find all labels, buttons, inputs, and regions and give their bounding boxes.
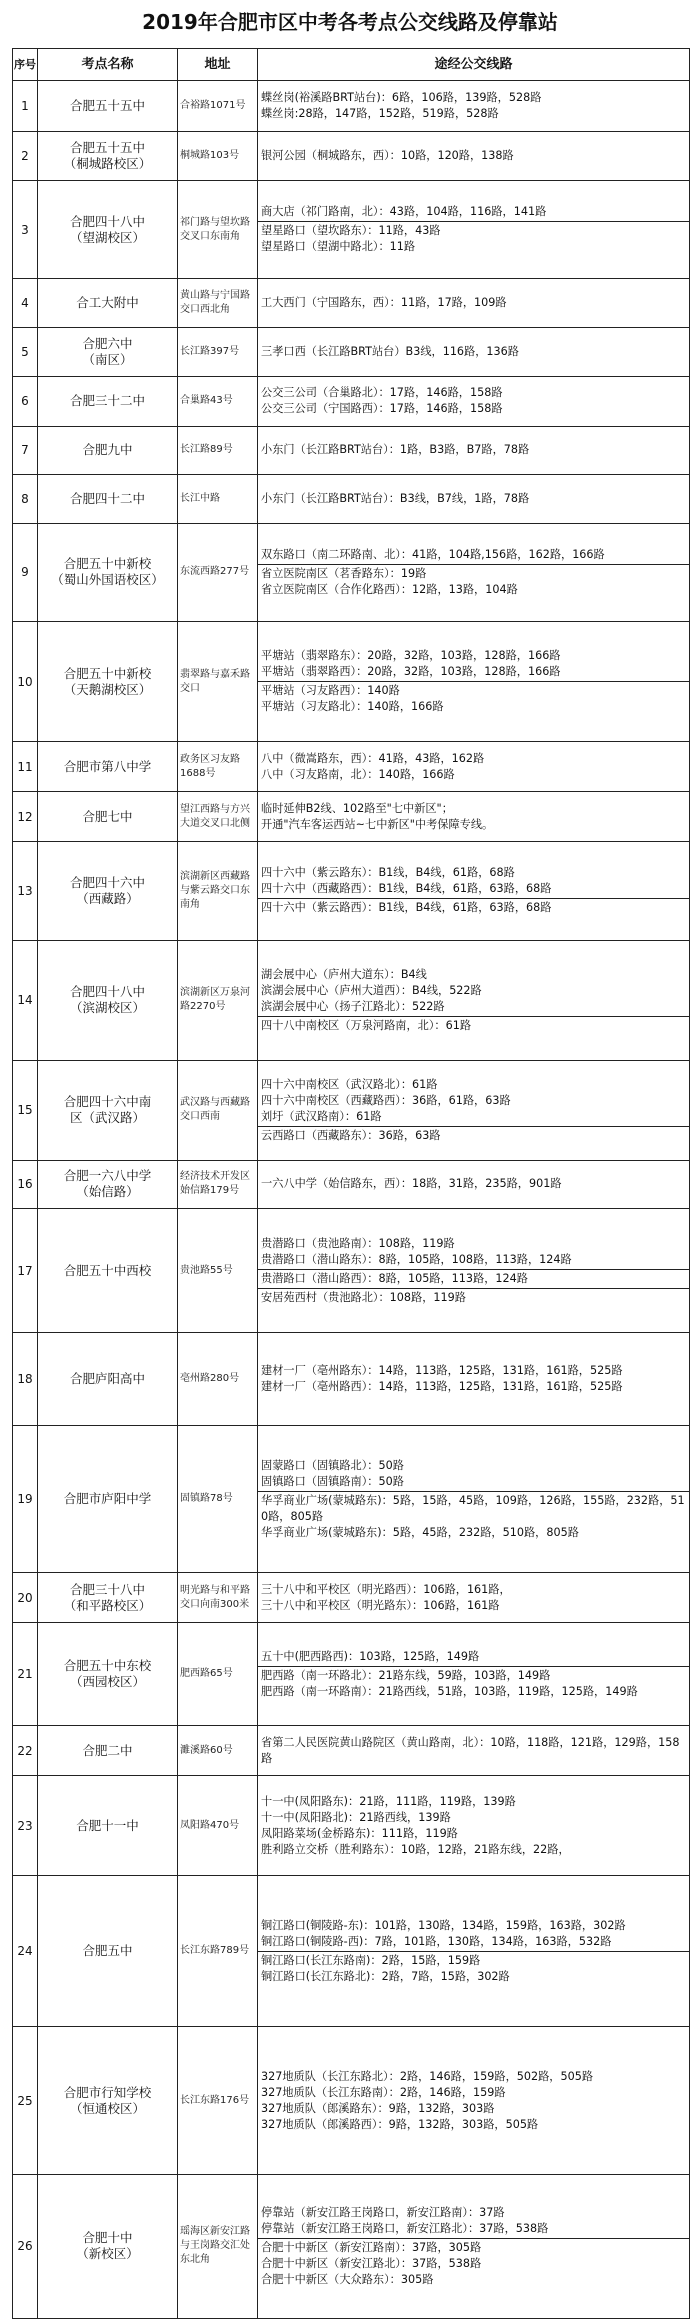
bus-stop-line: 停靠站（新安江路王岗路口，新安江路北）：37路，538路 — [261, 2221, 549, 2235]
bus-stop-line: 蝶丝岗:28路，147路，152路，519路，528路 — [261, 107, 499, 121]
exam-site-address: 瑶海区新安江路与王岗路交汇处东北角 — [178, 2174, 258, 2318]
bus-stop-line: 肥西路（南一环路北）：21路东线，59路，103路，149路 — [261, 1668, 551, 1682]
bus-stop-entry — [258, 1917, 689, 1951]
bus-routes-cell — [258, 523, 690, 622]
row-number: 20 — [13, 1573, 38, 1623]
exam-site-name-line: 合肥庐阳高中 — [69, 1371, 145, 1387]
bus-routes-cell — [258, 1160, 690, 1209]
bus-routes-cell — [258, 279, 690, 328]
bus-stop-entry — [258, 1362, 689, 1396]
exam-site-address: 东流西路277号 — [178, 523, 258, 622]
bus-stop-line: 平塘站（习友路北）：140路，166路 — [261, 700, 444, 714]
bus-stop-entry — [258, 546, 689, 564]
exam-site-name-line: 合肥十中 — [82, 2230, 133, 2246]
row-number: 24 — [13, 1876, 38, 2027]
bus-stop-line: 合肥十中新区（新安江路南）：37路，305路 — [261, 2240, 482, 2254]
header-seq: 序号 — [13, 49, 38, 81]
bus-stop-entry — [258, 966, 689, 1016]
bus-stop-line: 省立医院南区（茗香路东）：19路 — [261, 566, 427, 580]
bus-stop-entry — [258, 294, 689, 312]
exam-site-name — [38, 742, 178, 792]
bus-stop-line: 刘圩（武汉路南）：61路 — [261, 1109, 382, 1123]
exam-site-address: 桐城路103号 — [178, 132, 258, 181]
bus-stop-line: 省第二人民医院黄山路院区（黄山路南，北）：10路，118路，121路，129路，158路 — [261, 1735, 680, 1765]
bus-routes-cell — [258, 1776, 690, 1876]
bus-stop-entry — [258, 203, 689, 221]
exam-site-name — [38, 1060, 178, 1160]
table-row — [13, 1209, 690, 1333]
table-row — [13, 475, 690, 524]
bus-routes-cell — [258, 1209, 690, 1333]
exam-site-address: 亳州路280号 — [178, 1333, 258, 1426]
bus-stop-line: 平塘站（习友路西）：140路 — [261, 684, 400, 698]
bus-stop-line: 四十六中（紫云路西）：B1线，B4线，61路，63路，68路 — [261, 901, 552, 915]
exam-site-name-line: 合肥市第八中学 — [63, 758, 152, 774]
exam-site-name — [38, 1776, 178, 1876]
bus-stop-line: 望星路口（望坎路东）：11路，43路 — [261, 224, 441, 238]
bus-stop-line: 凤阳路菜场(金桥路东)：111路，119路 — [261, 1826, 458, 1840]
exam-site-name — [38, 475, 178, 524]
exam-site-name-line: 合肥五十中新校 — [63, 665, 152, 681]
exam-site-name — [38, 792, 178, 842]
table-row — [13, 792, 690, 842]
exam-site-name-line: 合肥五中 — [82, 1943, 133, 1959]
bus-routes-cell — [258, 1060, 690, 1160]
bus-stop-line: 华孚商业广场(蒙城路东)：5路，45路，232路，510路，805路 — [261, 1525, 579, 1539]
table-row — [13, 742, 690, 792]
row-number: 3 — [13, 180, 38, 279]
exam-site-name-line: 合肥四十八中 — [69, 984, 145, 1000]
row-number: 2 — [13, 132, 38, 181]
exam-site-address: 长江中路 — [178, 475, 258, 524]
bus-stop-line: 合肥十中新区（新安江路北）：37路，538路 — [261, 2256, 482, 2270]
exam-site-name-line: 合肥市行知学校 — [63, 2084, 152, 2100]
bus-stop-line: 平塘站（翡翠路东）：20路，32路，103路，128路，166路 — [261, 649, 561, 663]
exam-site-name-line: 合工大附中 — [76, 295, 139, 311]
exam-site-name-line: （西藏路） — [76, 890, 139, 906]
bus-stop-line: 开通"汽车客运西站~七中新区"中考保障专线。 — [261, 817, 494, 831]
row-number: 25 — [13, 2027, 38, 2174]
table-row — [13, 2027, 690, 2174]
exam-site-name — [38, 622, 178, 742]
exam-site-name-line: （始信路） — [76, 1184, 139, 1200]
bus-stop-line: 三孝口西（长江路BRT站台）B3线，116路，136路 — [261, 344, 519, 358]
exam-site-name — [38, 1209, 178, 1333]
bus-stop-line: 省立医院南区（合作化路西）：12路，13路，104路 — [261, 582, 518, 596]
bus-stop-line: 327地质队（郎溪路东）：9路，132路，303路 — [261, 2101, 495, 2115]
bus-routes-cell — [258, 1426, 690, 1573]
row-number: 22 — [13, 1726, 38, 1776]
exam-site-address: 肥西路65号 — [178, 1623, 258, 1726]
exam-site-address: 贵池路55号 — [178, 1209, 258, 1333]
exam-site-name — [38, 180, 178, 279]
bus-stop-entry — [258, 89, 689, 123]
header-addr: 地址 — [178, 49, 258, 81]
bus-stop-line: 铜江路口(铜陵路-西)：7路，101路，130路，134路，163路，532路 — [261, 1934, 612, 1948]
exam-site-name — [38, 523, 178, 622]
bus-stop-line: 四十六中南校区（西藏路西）：36路，61路，63路 — [261, 1093, 511, 1107]
exam-site-name-line: （蜀山外国语校区） — [51, 572, 164, 588]
table-row — [13, 940, 690, 1060]
row-number: 26 — [13, 2174, 38, 2318]
exam-site-name — [38, 1573, 178, 1623]
exam-site-name-line: 合肥五十中东校 — [63, 1658, 152, 1674]
row-number: 5 — [13, 328, 38, 377]
bus-stop-entry — [258, 681, 689, 716]
exam-site-address: 濉溪路60号 — [178, 1726, 258, 1776]
row-number: 17 — [13, 1209, 38, 1333]
table-row — [13, 523, 690, 622]
bus-stop-line: 双东路口（南二环路南、北）：41路，104路,156路，162路，166路 — [261, 547, 605, 561]
exam-site-address: 合裕路1071号 — [178, 81, 258, 132]
bus-routes-cell — [258, 622, 690, 742]
exam-site-address: 滨湖新区西藏路与紫云路交口东南角 — [178, 842, 258, 941]
bus-stop-line: 十一中(凤阳路东)：21路，111路，119路，139路 — [261, 1794, 516, 1808]
bus-stop-entry — [258, 1793, 689, 1859]
exam-site-name-line: （滨湖校区） — [69, 1000, 145, 1016]
bus-stop-line: 胜利路立交桥（胜利路东）：10路，12路，21路东线，22路， — [261, 1842, 570, 1856]
bus-stop-line: 望星路口（望湖中路北）：11路 — [261, 240, 416, 254]
bus-stop-line: 327地质队（郎溪路西）：9路，132路，303路，505路 — [261, 2117, 539, 2131]
exam-site-address: 固镇路78号 — [178, 1426, 258, 1573]
bus-stop-line: 建材一厂（亳州路东）：14路，113路，125路，131路，161路，525路 — [261, 1364, 623, 1378]
bus-routes-cell — [258, 1876, 690, 2027]
exam-site-name-line: 区（武汉路） — [69, 1110, 145, 1126]
exam-site-name — [38, 1426, 178, 1573]
row-number: 4 — [13, 279, 38, 328]
bus-routes-cell — [258, 475, 690, 524]
bus-stop-entry — [258, 1951, 689, 1986]
row-number: 21 — [13, 1623, 38, 1726]
bus-stop-entry — [258, 1235, 689, 1269]
bus-stop-line: 四十六中（西藏路西）：B1线，B4线，61路，63路，68路 — [261, 882, 552, 896]
bus-stop-line: 三十八中和平校区（明光路东）：106路，161路 — [261, 1598, 500, 1612]
table-row — [13, 2174, 690, 2318]
bus-stop-entry — [258, 221, 689, 256]
bus-stop-line: 滨湖会展中心（扬子江路北）：522路 — [261, 999, 445, 1013]
bus-routes-cell — [258, 1333, 690, 1426]
page-title: 2019年合肥市区中考各考点公交线路及停靠站 — [142, 10, 558, 34]
exam-site-name-line: 合肥四十六中南 — [63, 1094, 152, 1110]
bus-routes-cell — [258, 1573, 690, 1623]
row-number: 6 — [13, 376, 38, 426]
exam-site-address: 祁门路与望坎路交叉口东南角 — [178, 180, 258, 279]
bus-stop-line: 五十中(肥西路西)：103路，125路，149路 — [261, 1649, 480, 1663]
row-number: 9 — [13, 523, 38, 622]
bus-stop-line: 四十六中南校区（武汉路北）：61路 — [261, 1077, 438, 1091]
exam-site-name-line: 合肥五十五中 — [69, 98, 145, 114]
table-row — [13, 622, 690, 742]
exam-site-name-line: 合肥四十二中 — [69, 490, 145, 506]
bus-stop-line: 公交三公司（宁国路西）：17路，146路，158路 — [261, 402, 503, 416]
table-row — [13, 426, 690, 475]
table-row — [13, 1333, 690, 1426]
row-number: 13 — [13, 842, 38, 941]
row-number: 11 — [13, 742, 38, 792]
exam-site-address: 长江路89号 — [178, 426, 258, 475]
exam-site-name-line: 合肥五十五中 — [69, 140, 145, 156]
bus-stop-line: 铜江路口(长江东路南)：2路，15路，159路 — [261, 1953, 481, 1967]
bus-stop-line: 三十八中和平校区（明光路西）：106路，161路， — [261, 1582, 511, 1596]
bus-stop-line: 四十六中（紫云路东）：B1线，B4线，61路，68路 — [261, 866, 515, 880]
exam-site-name — [38, 2174, 178, 2318]
table-row — [13, 81, 690, 132]
bus-stop-entry — [258, 1581, 689, 1615]
row-number: 19 — [13, 1426, 38, 1573]
bus-stop-line: 十一中(凤阳路北)：21路西线，139路 — [261, 1810, 451, 1824]
exam-site-name-line: 合肥七中 — [82, 808, 133, 824]
exam-site-name-line: （望湖校区） — [69, 229, 145, 245]
bus-stop-line: 肥西路（南一环路南）：21路西线，51路，103路，119路，125路，149路 — [261, 1684, 638, 1698]
table-row — [13, 1776, 690, 1876]
table-row — [13, 1623, 690, 1726]
exam-site-name — [38, 279, 178, 328]
exam-site-name-line: 合肥六中 — [82, 335, 133, 351]
bus-routes-cell — [258, 2027, 690, 2174]
bus-stop-line: 商大店（祁门路南，北）：43路，104路，116路，141路 — [261, 205, 547, 219]
exam-site-name — [38, 376, 178, 426]
exam-site-name-line: （和平路校区） — [63, 1597, 152, 1613]
bus-stop-entry — [258, 1491, 689, 1542]
header-name: 考点名称 — [38, 49, 178, 81]
bus-stop-line: 327地质队（长江东路南）：2路，146路，159路 — [261, 2085, 506, 2099]
bus-routes-cell — [258, 940, 690, 1060]
exam-site-name — [38, 940, 178, 1060]
bus-stop-entry — [258, 864, 689, 898]
exam-site-name-line: 合肥三十八中 — [69, 1581, 145, 1597]
bus-stop-line: 贵潜路口（贵池路南）：108路，119路 — [261, 1236, 455, 1250]
bus-stop-line: 八中（习友路南，北）：140路，166路 — [261, 767, 455, 781]
exam-site-name-line: （西园校区） — [69, 1674, 145, 1690]
exam-site-address: 凤阳路470号 — [178, 1776, 258, 1876]
bus-stop-entry — [258, 800, 689, 834]
table-row — [13, 1573, 690, 1623]
table-row — [13, 1426, 690, 1573]
bus-routes-cell — [258, 1623, 690, 1726]
bus-stop-line: 四十八中南校区（万泉河路南，北）：61路 — [261, 1018, 472, 1032]
table-row — [13, 328, 690, 377]
bus-stop-line: 蝶丝岗(裕溪路BRT站台)：6路，106路，139路，528路 — [261, 91, 542, 105]
bus-stop-entry — [258, 1175, 689, 1193]
exam-site-name — [38, 426, 178, 475]
exam-site-address: 望江西路与方兴大道交叉口北侧 — [178, 792, 258, 842]
bus-stop-line: 工大西门（宁国路东，西）：11路，17路，109路 — [261, 296, 507, 310]
exam-site-address: 武汉路与西藏路交口西南 — [178, 1060, 258, 1160]
table-row — [13, 132, 690, 181]
exam-site-name-line: 合肥一六八中学 — [63, 1168, 152, 1184]
table-row — [13, 842, 690, 941]
bus-routes-cell — [258, 742, 690, 792]
bus-stop-entry — [258, 750, 689, 784]
exam-site-name — [38, 1623, 178, 1726]
exam-site-name — [38, 842, 178, 941]
bus-stop-line: 一六八中学（始信路东，西）：18路，31路，235路，901路 — [261, 1177, 562, 1191]
row-number: 16 — [13, 1160, 38, 1209]
row-number: 15 — [13, 1060, 38, 1160]
bus-route-table — [12, 48, 690, 2319]
bus-stop-line: 华孚商业广场(蒙城路东)：5路，15路，45路，109路，126路，155路，232路，510路，805路 — [261, 1493, 685, 1523]
bus-stop-line: 银河公园（桐城路东，西）：10路，120路，138路 — [261, 149, 514, 163]
exam-site-name — [38, 328, 178, 377]
bus-routes-cell — [258, 81, 690, 132]
header-routes: 途经公交线路 — [258, 49, 690, 81]
bus-stop-entry — [258, 490, 689, 508]
bus-stop-line: 停靠站（新安江路王岗路口，新安江路南）：37路 — [261, 2205, 505, 2219]
bus-stop-entry — [258, 2068, 689, 2134]
bus-stop-line: 小东门（长江路BRT站台）：1路，B3路，B7路，78路 — [261, 443, 530, 457]
table-row — [13, 376, 690, 426]
row-number: 1 — [13, 81, 38, 132]
table-row — [13, 1060, 690, 1160]
bus-routes-cell — [258, 792, 690, 842]
bus-stop-entry — [258, 384, 689, 418]
bus-routes-cell — [258, 842, 690, 941]
exam-site-name — [38, 132, 178, 181]
exam-site-name-line: 合肥市庐阳中学 — [63, 1491, 152, 1507]
bus-routes-cell — [258, 376, 690, 426]
bus-stop-entry — [258, 1734, 689, 1768]
exam-site-address: 政务区习友路1688号 — [178, 742, 258, 792]
exam-site-name-line: 合肥五十中新校 — [63, 556, 152, 572]
bus-stop-entry — [258, 343, 689, 361]
exam-site-name — [38, 1333, 178, 1426]
exam-site-address: 长江路397号 — [178, 328, 258, 377]
exam-site-address: 滨湖新区万泉河路2270号 — [178, 940, 258, 1060]
bus-stop-entry — [258, 1076, 689, 1126]
exam-site-name-line: （恒通校区） — [69, 2100, 145, 2116]
bus-stop-line: 固镇路口（固镇路南）：50路 — [261, 1474, 404, 1488]
exam-site-name-line: （天鹅湖校区） — [63, 681, 152, 697]
bus-stop-entry — [258, 2204, 689, 2238]
bus-stop-entry — [258, 1126, 689, 1145]
bus-routes-cell — [258, 2174, 690, 2318]
exam-site-name-line: （新校区） — [76, 2246, 139, 2262]
table-row — [13, 1726, 690, 1776]
bus-stop-entry — [258, 1457, 689, 1491]
exam-site-name-line: 合肥三十二中 — [69, 393, 145, 409]
row-number: 8 — [13, 475, 38, 524]
exam-site-name — [38, 2027, 178, 2174]
exam-site-name — [38, 1160, 178, 1209]
header-row — [13, 49, 690, 81]
bus-stop-line: 建材一厂（亳州路西）：14路，113路，125路，131路，161路，525路 — [261, 1380, 623, 1394]
bus-stop-entry — [258, 1666, 689, 1701]
exam-site-address: 长江东路789号 — [178, 1876, 258, 2027]
exam-site-address: 长江东路176号 — [178, 2027, 258, 2174]
row-number: 12 — [13, 792, 38, 842]
bus-stop-line: 滨湖会展中心（庐州大道西）：B4线，522路 — [261, 983, 482, 997]
exam-site-name-line: 合肥五十中西校 — [63, 1262, 152, 1278]
exam-site-name — [38, 81, 178, 132]
exam-site-name-line: （南区） — [82, 351, 133, 367]
exam-site-name-line: 合肥四十六中 — [69, 874, 145, 890]
exam-site-address: 合巢路43号 — [178, 376, 258, 426]
exam-site-name-line: 合肥十一中 — [76, 1817, 139, 1833]
exam-site-address: 明光路与和平路交口向南300米 — [178, 1573, 258, 1623]
exam-site-name — [38, 1726, 178, 1776]
bus-stop-line: 小东门（长江路BRT站台）：B3线，B7线，1路，78路 — [261, 491, 530, 505]
table-row — [13, 1160, 690, 1209]
bus-routes-cell — [258, 426, 690, 475]
bus-stop-entry — [258, 898, 689, 917]
bus-stop-entry — [258, 2238, 689, 2289]
bus-stop-line: 安居苑西村（贵池路北）：108路，119路 — [261, 1290, 466, 1304]
bus-stop-line: 八中（微嵩路东，西）：41路，43路，162路 — [261, 751, 485, 765]
bus-stop-entry — [258, 1016, 689, 1035]
bus-stop-line: 平塘站（翡翠路西）：20路，32路，103路，128路，166路 — [261, 665, 561, 679]
row-number: 7 — [13, 426, 38, 475]
exam-site-name — [38, 1876, 178, 2027]
bus-stop-line: 贵潜路口（潜山路西）：8路，105路，113路，124路 — [261, 1271, 528, 1285]
row-number: 23 — [13, 1776, 38, 1876]
exam-site-name-line: （桐城路校区） — [63, 156, 152, 172]
row-number: 18 — [13, 1333, 38, 1426]
bus-stop-line: 贵潜路口（潜山路东）：8路，105路，108路，113路，124路 — [261, 1252, 572, 1266]
bus-stop-entry — [258, 564, 689, 599]
bus-stop-entry — [258, 1288, 689, 1307]
exam-site-name-line: 合肥四十八中 — [69, 213, 145, 229]
exam-site-name-line: 合肥九中 — [82, 442, 133, 458]
row-number: 14 — [13, 940, 38, 1060]
bus-routes-cell — [258, 132, 690, 181]
bus-stop-line: 铜江路口(长江东路北)：2路，7路，15路，302路 — [261, 1969, 510, 1983]
bus-stop-line: 327地质队（长江东路北）：2路，146路，159路，502路，505路 — [261, 2069, 594, 2083]
bus-routes-cell — [258, 328, 690, 377]
bus-stop-line: 固蒙路口（固镇路北）：50路 — [261, 1458, 404, 1472]
bus-stop-line: 临时延伸B2线、102路至"七中新区"； — [261, 801, 453, 815]
table-row — [13, 180, 690, 279]
table-row — [13, 279, 690, 328]
bus-stop-line: 公交三公司（合巢路北）：17路，146路，158路 — [261, 386, 503, 400]
exam-site-name-line: 合肥二中 — [82, 1742, 133, 1758]
bus-stop-entry — [258, 441, 689, 459]
exam-site-address: 经济技术开发区始信路179号 — [178, 1160, 258, 1209]
bus-stop-line: 云西路口（西藏路东）：36路，63路 — [261, 1128, 441, 1142]
table-row — [13, 1876, 690, 2027]
bus-routes-cell — [258, 180, 690, 279]
bus-stop-line: 合肥十中新区（大众路东）：305路 — [261, 2272, 434, 2286]
bus-routes-cell — [258, 1726, 690, 1776]
exam-site-address: 黄山路与宁国路交口西北角 — [178, 279, 258, 328]
bus-stop-line: 湖会展中心（庐州大道东）：B4线 — [261, 967, 427, 981]
exam-site-address: 翡翠路与嘉禾路交口 — [178, 622, 258, 742]
bus-stop-entry — [258, 1269, 689, 1288]
bus-stop-line: 铜江路口(铜陵路-东)：101路，130路，134路，159路，163路，302路 — [261, 1918, 626, 1932]
bus-stop-entry — [258, 647, 689, 681]
bus-stop-entry — [258, 1648, 689, 1666]
bus-stop-entry — [258, 147, 689, 165]
row-number: 10 — [13, 622, 38, 742]
